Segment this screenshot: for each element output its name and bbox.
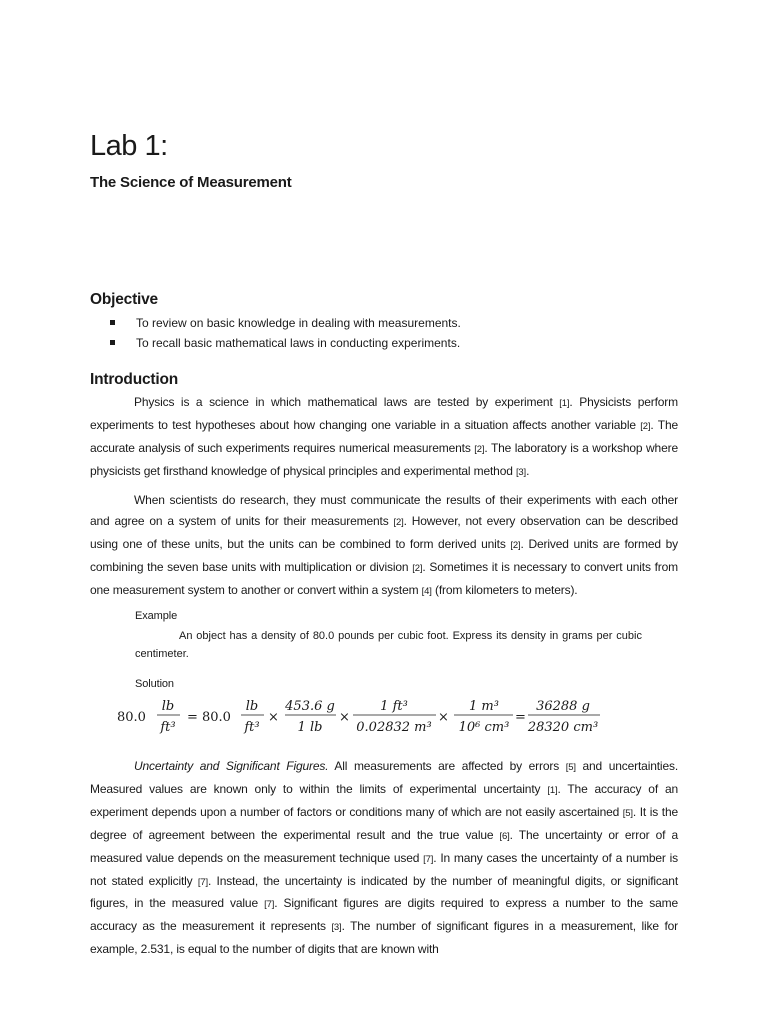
eq-numerator: lb — [161, 699, 175, 714]
lab-title: Lab 1: — [90, 130, 168, 162]
example-label: Example — [135, 610, 178, 622]
lab-subtitle: The Science of Measurement — [90, 174, 292, 191]
intro-paragraph-2: When scientists do research, they must communicate the results of their experiments with each other and agree on a system of units for their measurements [2]. However, not every observation can be described using one of these units, but the units can be combined to form derived units [2]. Derived units are formed by combining the seven base units with multiplication or division [2]. Sometimes it is necessary to convert units from one measurement system to another or convert within a system [4] (from kilometers to meters). — [90, 493, 678, 597]
objective-list — [110, 313, 461, 353]
eq-denominator: 1 lb — [297, 720, 323, 735]
eq-numerator: lb — [245, 699, 259, 714]
example-problem-text: An object has a density of 80.0 pounds per cubic foot. Express its density in grams per cubic centimeter. — [135, 630, 642, 660]
eq-numerator: 36288 g — [536, 699, 590, 714]
list-item-text: To recall basic mathematical laws in conducting experiments. — [136, 336, 461, 350]
eq-numerator: 1 ft³ — [380, 699, 408, 714]
eq-times: × — [268, 710, 279, 725]
uncertainty-paragraph: Uncertainty and Significant Figures. All measurements are affected by errors [5] and uncertainties. Measured values are known only to within the limits of experimental uncertainty [1]. The accuracy of an experiment depends upon a number of factors or conditions many of which are not easily ascertained [5]. It is the degree of agreement between the experimental result and the true value [6]. The uncertainty or error of a measured value depends on the measurement technique used [7]. In many cases the uncertainty of a number is not stated explicitly [7]. Instead, the uncertainty is indicated by the number of meaningful digits, or significant figures, in the measured value [7]. Significant figures are digits required to express a number to the same accuracy as the measurement it represents [3]. The number of significant figures in a measurement, like for example, 2.531, is equal to the number of digits that are known with — [90, 759, 679, 957]
bullet-square-icon — [110, 340, 115, 345]
introduction-heading: Introduction — [90, 371, 178, 388]
eq-coefficient-1: 80.0 — [117, 710, 146, 725]
eq-denominator: 28320 cm³ — [527, 720, 599, 735]
eq-denominator: 0.02832 m³ — [356, 720, 432, 735]
list-item — [110, 333, 461, 353]
eq-denominator: ft³ — [244, 720, 260, 735]
objective-heading: Objective — [90, 291, 158, 308]
bullet-square-icon — [110, 320, 115, 325]
solution-label: Solution — [135, 678, 174, 690]
eq-equals: = — [187, 710, 198, 725]
list-item — [110, 313, 461, 333]
intro-paragraph-1: Physics is a science in which mathematical laws are tested by experiment [1]. Physicists perform experiments to test hypotheses about how changing one variable in a situation affects another variable [2]. The accurate analysis of such experiments requires numerical measurements [2]. The laboratory is a workshop where physicists get firsthand knowledge of physical principles and experimental method [3]. — [90, 395, 678, 478]
eq-numerator: 453.6 g — [285, 699, 335, 714]
eq-times: × — [339, 710, 350, 725]
eq-times: × — [438, 710, 449, 725]
eq-coefficient-2: 80.0 — [202, 710, 231, 725]
eq-numerator: 1 m³ — [469, 699, 499, 714]
eq-denominator: ft³ — [160, 720, 176, 735]
unit-conversion-equation — [110, 690, 620, 740]
uncertainty-lead: Uncertainty and Significant Figures. — [134, 759, 329, 773]
list-item-text: To review on basic knowledge in dealing with measurements. — [136, 316, 461, 330]
eq-denominator: 10⁶ cm³ — [458, 720, 510, 735]
eq-equals: = — [515, 710, 526, 725]
